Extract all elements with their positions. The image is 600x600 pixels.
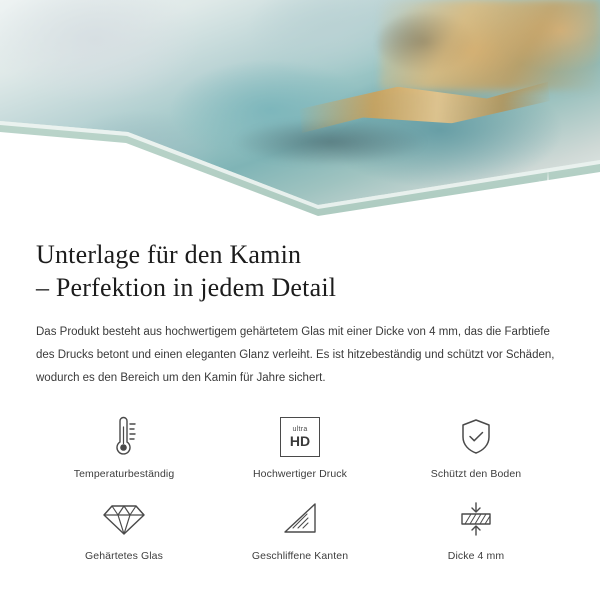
ultra-hd-badge-top: ultra: [292, 425, 308, 433]
hero-image: [0, 0, 600, 216]
feature-tempered-glass: [36, 496, 212, 562]
content-area: [0, 238, 600, 562]
headline-line-1: Unterlage für den Kamin: [36, 240, 302, 269]
feature-label: Temperaturbeständig: [73, 467, 175, 480]
feature-high-quality-print: [212, 414, 388, 480]
feature-label: Dicke 4 mm: [447, 549, 505, 562]
diamond-icon: [102, 496, 146, 542]
thickness-icon: [455, 496, 497, 542]
page-title: [36, 238, 564, 305]
body-text: Das Produkt besteht aus hochwertigem gehärtetem Glas mit einer Dicke von 4 mm, das die Farbtiefe des Drucks betont und einen eleganten Glanz verleiht. Es ist hitzebeständig und schützt vor Schäden, wodurch es den Bereich um den Kamin für Jahre sichert.: [36, 325, 555, 384]
headline-line-2: – Perfektion in jedem Detail: [36, 273, 337, 303]
feature-label: Gehärtetes Glas: [85, 549, 163, 562]
feature-polished-edges: [212, 496, 388, 562]
feature-grid: [36, 414, 564, 562]
ultra-hd-icon: [280, 414, 320, 460]
feature-label: Hochwertiger Druck: [253, 467, 347, 480]
shield-check-icon: [456, 414, 496, 460]
thermometer-icon: [104, 414, 144, 460]
sparkle-icon: [528, 170, 568, 210]
feature-floor-protection: [388, 414, 564, 480]
ultra-hd-badge-main: HD: [289, 432, 311, 449]
feature-thickness: [388, 496, 564, 562]
feature-label: Geschliffene Kanten: [251, 549, 349, 562]
marble-gold-wash: [380, 0, 600, 90]
polished-edges-icon: [279, 496, 321, 542]
feature-temperature-resistant: [36, 414, 212, 480]
feature-label: Schützt den Boden: [430, 467, 522, 480]
